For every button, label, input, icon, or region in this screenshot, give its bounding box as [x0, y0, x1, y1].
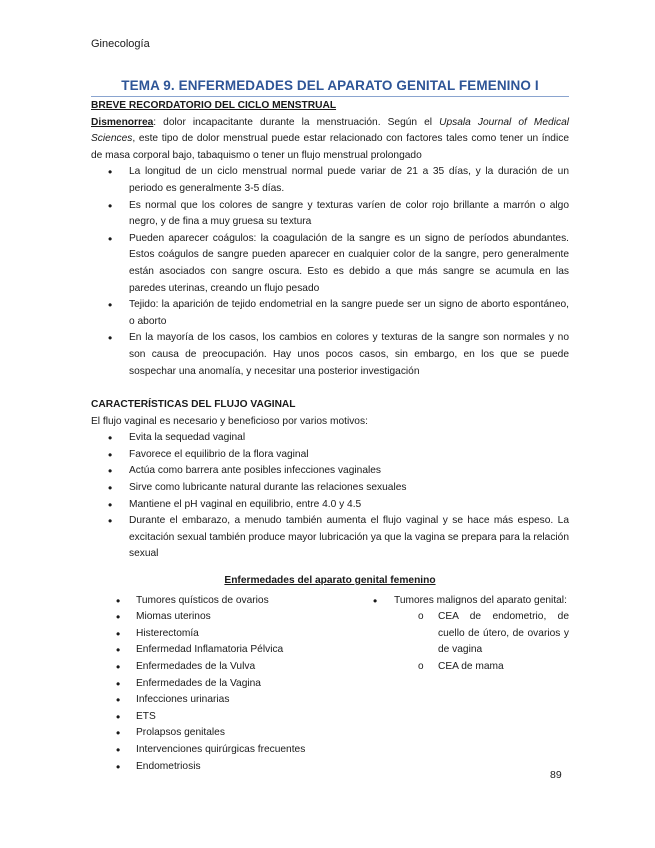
vaginal-flow-bullet-list	[91, 430, 569, 563]
dysmenorrhea-paragraph	[91, 115, 569, 165]
journal-name: Upsala Journal of Medical Sciences	[91, 116, 569, 145]
page-title: TEMA 9. ENFERMEDADES DEL APARATO GENITAL FEMENINO I	[121, 78, 539, 93]
vaginal-flow-intro: El flujo vaginal es necesario y beneficioso por varios motivos:	[91, 415, 368, 427]
document-body	[91, 98, 569, 775]
sublist-item: o CEA de endometrio, de cuello de útero, de ovarios y de vagina	[438, 609, 569, 659]
menstrual-bullet-list	[91, 164, 569, 380]
list-item: • Prolapsos genitales	[136, 725, 346, 742]
dysmenorrhea-text-b: , este tipo de dolor menstrual puede estar relacionado con factores tales como tener un índice de masa corporal bajo, tabaquismo o tener un flujo menstrual prolongado	[91, 133, 569, 161]
list-item: • Enfermedad Inflamatoria Pélvica	[136, 642, 346, 659]
malignant-tumors-label: Tumores malignos del aparato genital:	[394, 594, 567, 606]
list-item: • ETS	[136, 709, 346, 726]
list-item: • Intervenciones quirúrgicas frecuentes	[136, 742, 346, 759]
diseases-right-column	[346, 593, 569, 776]
list-item: • Actúa como barrera ante posibles infecciones vaginales	[129, 463, 569, 480]
list-item: • Miomas uterinos	[136, 609, 346, 626]
dysmenorrhea-term: Dismenorrea	[91, 116, 154, 128]
sublist-item: o CEA de mama	[438, 659, 569, 676]
list-item: • Enfermedades de la Vagina	[136, 676, 346, 693]
list-item: • Enfermedades de la Vulva	[136, 659, 346, 676]
section-heading-vaginal-flow: CARACTERÍSTICAS DEL FLUJO VAGINAL	[91, 399, 296, 411]
list-item: • Mantiene el pH vaginal en equilibrio, entre 4.0 y 4.5	[129, 497, 569, 514]
list-item: • Favorece el equilibrio de la flora vaginal	[129, 447, 569, 464]
list-item: • Histerectomía	[136, 626, 346, 643]
list-item: • Es normal que los colores de sangre y texturas varíen de color rojo brillante a marrón o algo negro, y de fina a muy gruesa su textura	[129, 198, 569, 231]
list-item: • Endometriosis	[136, 759, 346, 776]
dysmenorrhea-text-a: : dolor incapacitante durante la menstruación. Según el	[153, 116, 440, 128]
header-label: Ginecología	[91, 38, 150, 50]
section-heading-diseases: Enfermedades del aparato genital femenino	[224, 575, 436, 587]
list-item: • Pueden aparecer coágulos: la coagulación de la sangre es un signo de períodos abundantes. Estos coágulos de sangre pueden aparecer en cualquier color de la sangre, pero generalmente están asociados con sangre oscura. Esto es debido a que más sangre se acumula en las paredes uterinas, creando un flujo pesado	[129, 231, 569, 297]
list-item: • La longitud de un ciclo menstrual normal puede variar de 21 a 35 días, y la duración de un periodo es generalmente 3-5 días.	[129, 164, 569, 197]
malignant-tumors-sublist	[394, 609, 569, 675]
list-item: • Evita la sequedad vaginal	[129, 430, 569, 447]
section-heading-menstrual-cycle: BREVE RECORDATORIO DEL CICLO MENSTRUAL	[91, 100, 337, 111]
diseases-left-column	[91, 593, 346, 776]
list-item: • Infecciones urinarias	[136, 692, 346, 709]
list-item: • Tumores quísticos de ovarios	[136, 593, 346, 610]
list-item: • Durante el embarazo, a menudo también aumenta el flujo vaginal y se hace más espeso. La excitación sexual también produce mayor lubricación ya que la vagina se prepara para la relación sexual	[129, 513, 569, 563]
list-item	[394, 593, 569, 676]
list-item: • En la mayoría de los casos, los cambios en colores y texturas de la sangre son normales y no son causa de preocupación. Hay unos pocos casos, sin embargo, en los que se puede sospechar una anomalía, y necesitar una posterior investigación	[129, 330, 569, 380]
diseases-columns	[91, 593, 569, 776]
list-item: • Tejido: la aparición de tejido endometrial en la sangre puede ser un signo de aborto espontáneo, o aborto	[129, 297, 569, 330]
title-underline-rule	[91, 96, 569, 97]
diseases-right-list	[346, 593, 569, 676]
list-item: • Sirve como lubricante natural durante las relaciones sexuales	[129, 480, 569, 497]
page-number: 89	[550, 769, 562, 781]
diseases-left-list	[91, 593, 346, 776]
